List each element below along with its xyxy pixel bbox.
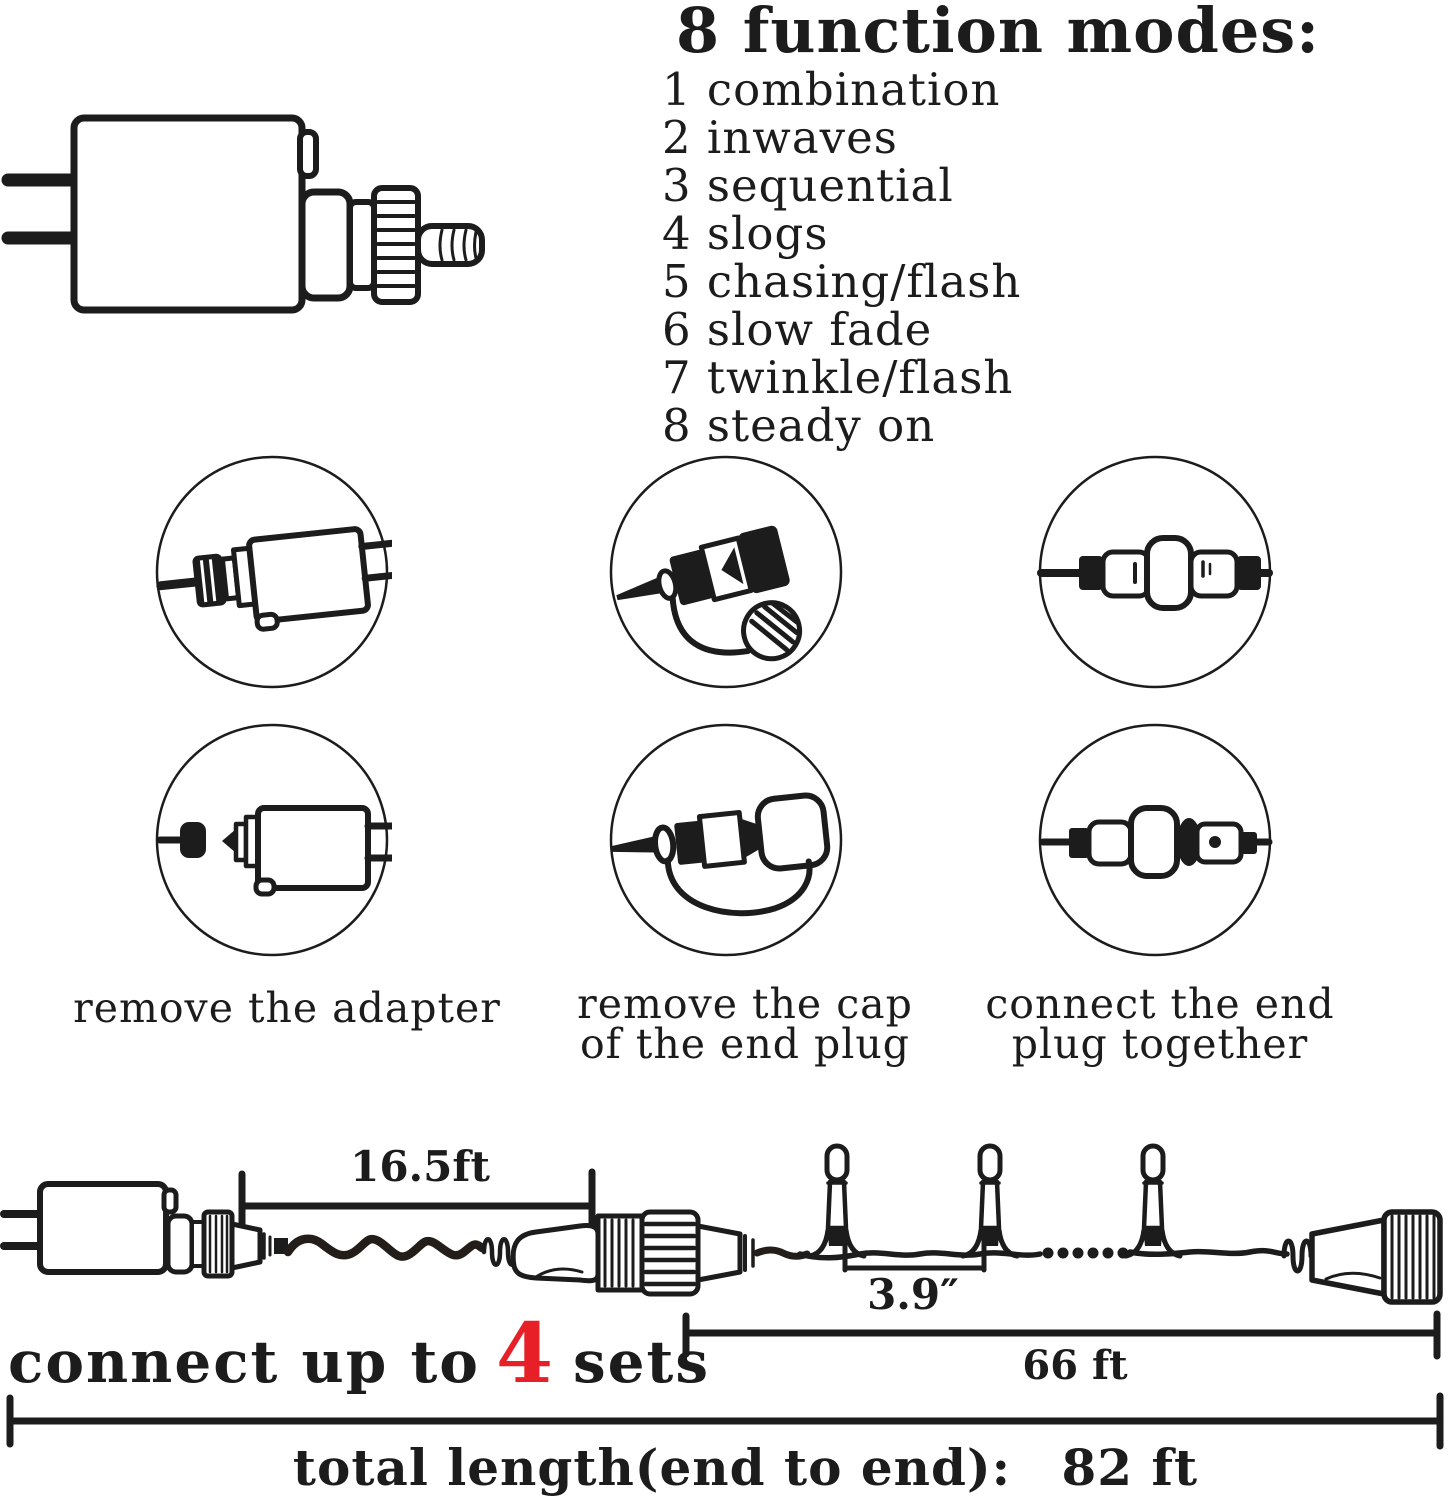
led-bulb-3 (1126, 1146, 1180, 1256)
plugs-connected-drawing (1041, 538, 1269, 608)
step-circle-adapter-removed (152, 720, 392, 960)
string-wire-right (1130, 1251, 1287, 1255)
cap-removed-drawing (609, 794, 833, 927)
step-circle-adapter-attached (152, 452, 392, 692)
caption-remove-cap (545, 980, 945, 1068)
step-circle-plugs-connected (1035, 452, 1275, 692)
total-length-value: 82 ft (1061, 1438, 1199, 1497)
adapter-attached-drawing (157, 525, 392, 639)
label-string-length: 66 ft (1022, 1342, 1128, 1389)
caption-remove-cap-line1: remove the cap (577, 980, 913, 1028)
label-bulb-spacing: 3.9″ (867, 1270, 959, 1319)
end-plug (1284, 1212, 1440, 1302)
connect-prefix-text: connect up to (8, 1328, 480, 1396)
caption-remove-cap-line2: of the end plug (579, 1020, 911, 1068)
plugs-connecting-drawing (1043, 808, 1269, 876)
caption-connect-plugs-line1: connect the end (985, 980, 1335, 1028)
adapter-connector-group (302, 188, 482, 302)
sets-count-number: 4 (495, 1306, 555, 1402)
twisted-wire (288, 1239, 482, 1257)
caption-connect-plugs-line2: plug together (1011, 1020, 1309, 1068)
mode-item-2: 2 inwaves (662, 111, 898, 164)
step-circle-cap-removed (606, 720, 846, 960)
led-bulb-1 (810, 1146, 864, 1256)
label-segment-length: 16.5ft (350, 1142, 490, 1191)
mode-item-8: 8 steady on (662, 399, 936, 452)
continuation-dots (1043, 1248, 1129, 1259)
step-circle-plugs-connecting (1035, 720, 1275, 960)
mode-item-5: 5 chasing/flash (662, 255, 1022, 308)
mode-item-1: 1 combination (662, 63, 1001, 116)
adapter-removed-drawing (160, 808, 392, 894)
mode-item-4: 4 slogs (662, 207, 829, 260)
step-circle-end-plug-capped (606, 452, 846, 692)
mode-item-7: 7 twinkle/flash (662, 351, 1014, 404)
caption-remove-adapter-text: remove the adapter (73, 984, 501, 1032)
inline-connector-pair (484, 1212, 807, 1294)
modes-title: 8 function modes: (676, 0, 1321, 67)
caption-connect-plugs (960, 980, 1360, 1068)
string-wire-left (800, 1253, 1040, 1258)
connect-up-to-sets-line (8, 1306, 710, 1402)
adapter-body-group (8, 118, 316, 310)
caption-remove-adapter (37, 984, 537, 1032)
function-modes-panel (662, 0, 1442, 450)
connect-suffix-text: sets (573, 1328, 710, 1396)
mode-item-3: 3 sequential (662, 159, 954, 212)
total-length-line (40, 1438, 1451, 1497)
power-adapter-drawing (0, 80, 640, 400)
mode-item-6: 6 slow fade (662, 303, 933, 356)
end-plug-capped-drawing (609, 524, 807, 692)
led-bulb-2 (963, 1146, 1017, 1256)
total-length-label: total length(end to end): (292, 1438, 1012, 1497)
